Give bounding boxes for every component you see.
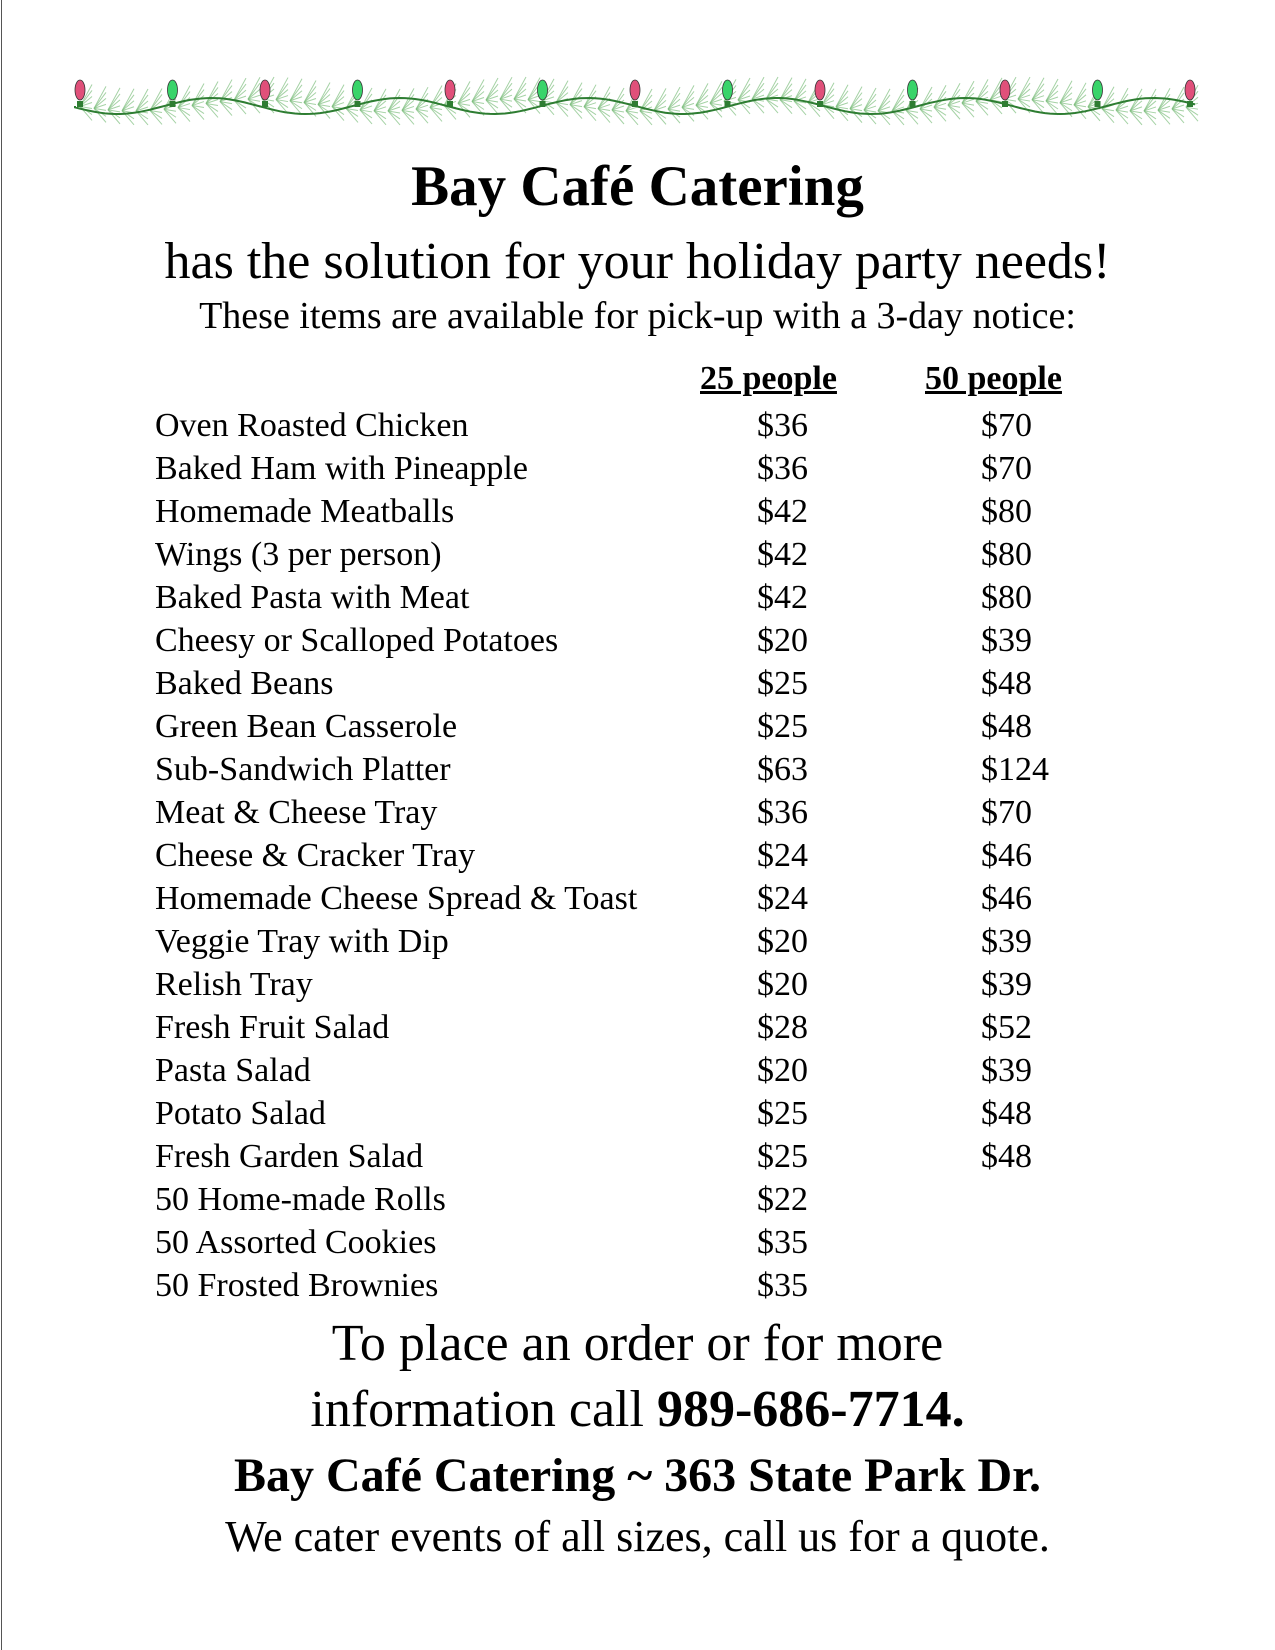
price-50-people: $48 — [981, 1138, 1032, 1175]
price-50-people: $80 — [981, 493, 1032, 530]
menu-item-name: Baked Beans — [155, 665, 334, 702]
table-row — [155, 748, 1055, 791]
menu-price-list — [155, 404, 1055, 1307]
order-info-prefix: information call — [310, 1381, 657, 1438]
price-25-people: $22 — [757, 1181, 808, 1218]
holiday-lights-garland-icon — [70, 68, 1200, 142]
price-50-people: $70 — [981, 794, 1032, 831]
menu-item-name: Veggie Tray with Dip — [155, 923, 449, 960]
menu-item-name: Potato Salad — [155, 1095, 326, 1132]
price-50-people: $48 — [981, 708, 1032, 745]
table-row — [155, 1178, 1055, 1221]
price-25-people: $25 — [757, 665, 808, 702]
table-row — [155, 404, 1055, 447]
table-row — [155, 1049, 1055, 1092]
table-row — [155, 1264, 1055, 1307]
menu-item-name: 50 Assorted Cookies — [155, 1224, 437, 1261]
price-25-people: $42 — [757, 493, 808, 530]
table-row — [155, 619, 1055, 662]
menu-item-name: Cheese & Cracker Tray — [155, 837, 476, 874]
price-50-people: $80 — [981, 536, 1032, 573]
price-25-people: $63 — [757, 751, 808, 788]
price-25-people: $28 — [757, 1009, 808, 1046]
order-info-line-1: To place an order or for more — [331, 1315, 944, 1372]
table-row — [155, 791, 1055, 834]
menu-item-name: Fresh Garden Salad — [155, 1138, 424, 1175]
menu-item-name: 50 Home-made Rolls — [155, 1181, 446, 1218]
price-50-people: $52 — [981, 1009, 1032, 1046]
table-row — [155, 576, 1055, 619]
menu-item-name: Green Bean Casserole — [155, 708, 458, 745]
phone-number: 989-686-7714. — [656, 1381, 965, 1438]
table-row — [155, 1135, 1055, 1178]
price-50-people: $124 — [981, 751, 1049, 788]
price-50-people: $39 — [981, 622, 1032, 659]
column-header-50-people: 50 people — [925, 360, 1062, 397]
price-50-people: $46 — [981, 880, 1032, 917]
price-50-people: $80 — [981, 579, 1032, 616]
price-25-people: $20 — [757, 923, 808, 960]
table-row — [155, 705, 1055, 748]
table-row — [155, 834, 1055, 877]
menu-item-name: Pasta Salad — [155, 1052, 311, 1089]
price-50-people: $48 — [981, 665, 1032, 702]
price-50-people: $39 — [981, 1052, 1032, 1089]
menu-item-name: Baked Pasta with Meat — [155, 579, 470, 616]
price-50-people: $70 — [981, 450, 1032, 487]
price-50-people: $48 — [981, 1095, 1032, 1132]
menu-item-name: Cheesy or Scalloped Potatoes — [155, 622, 559, 659]
price-25-people: $25 — [757, 708, 808, 745]
menu-item-name: Relish Tray — [155, 966, 313, 1003]
menu-item-name: Baked Ham with Pineapple — [155, 450, 528, 487]
table-row — [155, 533, 1055, 576]
pickup-notice: These items are available for pick-up with a 3-day notice: — [199, 295, 1076, 337]
table-row — [155, 877, 1055, 920]
price-25-people: $36 — [757, 794, 808, 831]
price-50-people: $39 — [981, 923, 1032, 960]
price-25-people: $20 — [757, 622, 808, 659]
price-25-people: $42 — [757, 536, 808, 573]
price-25-people: $36 — [757, 450, 808, 487]
tagline: We cater events of all sizes, call us for a quote. — [225, 1512, 1050, 1561]
price-25-people: $24 — [757, 880, 808, 917]
table-row — [155, 1092, 1055, 1135]
price-50-people: $46 — [981, 837, 1032, 874]
price-25-people: $35 — [757, 1267, 808, 1304]
price-25-people: $24 — [757, 837, 808, 874]
table-row — [155, 1221, 1055, 1264]
table-row — [155, 1006, 1055, 1049]
page-title: Bay Café Catering — [411, 155, 864, 218]
price-25-people: $20 — [757, 1052, 808, 1089]
table-row — [155, 662, 1055, 705]
menu-item-name: Homemade Meatballs — [155, 493, 455, 530]
price-50-people: $70 — [981, 407, 1032, 444]
menu-item-name: Sub-Sandwich Platter — [155, 751, 451, 788]
table-row — [155, 447, 1055, 490]
table-row — [155, 963, 1055, 1006]
price-25-people: $25 — [757, 1095, 808, 1132]
menu-item-name: Homemade Cheese Spread & Toast — [155, 880, 638, 917]
page-subtitle: has the solution for your holiday party needs! — [164, 233, 1111, 290]
table-row — [155, 490, 1055, 533]
order-info-line-2 — [0, 1381, 1275, 1438]
menu-item-name: 50 Frosted Brownies — [155, 1267, 439, 1304]
menu-item-name: Wings (3 per person) — [155, 536, 442, 573]
menu-item-name: Meat & Cheese Tray — [155, 794, 438, 831]
price-25-people: $36 — [757, 407, 808, 444]
business-address: Bay Café Catering ~ 363 State Park Dr. — [233, 1449, 1042, 1502]
table-row — [155, 920, 1055, 963]
column-header-25-people: 25 people — [700, 360, 837, 397]
price-25-people: $25 — [757, 1138, 808, 1175]
menu-item-name: Oven Roasted Chicken — [155, 407, 469, 444]
price-50-people: $39 — [981, 966, 1032, 1003]
price-25-people: $20 — [757, 966, 808, 1003]
price-25-people: $35 — [757, 1224, 808, 1261]
menu-item-name: Fresh Fruit Salad — [155, 1009, 390, 1046]
price-25-people: $42 — [757, 579, 808, 616]
